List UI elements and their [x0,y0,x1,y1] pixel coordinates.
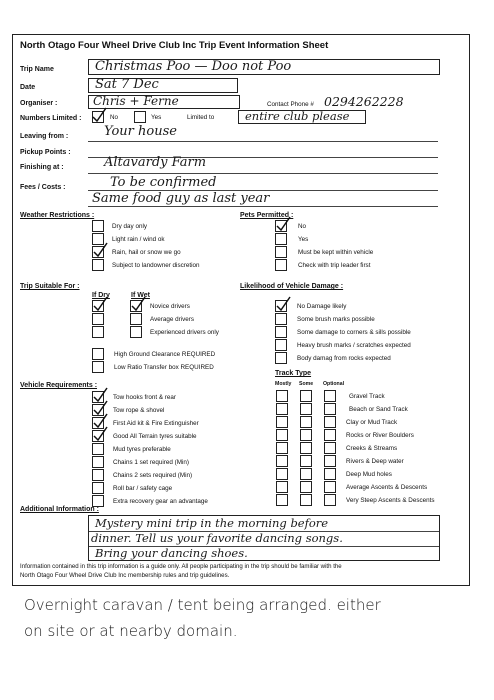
check-mark-icon [131,297,145,313]
numbers-limited-no-label: No [110,114,119,121]
track-steep-label: Very Steep Ascents & Descents [346,497,435,504]
track-gravel-optional[interactable] [324,390,336,402]
suitable-wet-col: If Wet [131,292,150,299]
limited-to-value: entire club please [245,109,350,123]
pets-leader-label: Check with trip leader first [298,262,371,269]
contact-phone-value: 0294262228 [324,94,404,109]
vehicle-chains2-label: Chains 2 sets required (Min) [113,472,193,479]
weather-light-rain-label: Light rain / wind ok [112,236,165,243]
track-beach-label: Beach or Sand Track [349,406,408,413]
form-title: North Otago Four Wheel Drive Club Inc Trip Event Information Sheet [20,40,329,51]
additional-line3: Bring your dancing shoes. [95,546,248,560]
additional-line2: dinner. Tell us your favorite dancing songs. [91,531,343,545]
track-gravel-label: Gravel Track [349,393,385,400]
damage-body-label: Body damag from rocks expected [297,355,391,362]
additional-line1: Mystery mini trip in the morning before [95,516,329,530]
track-steep-mostly[interactable] [276,494,288,506]
track-some-col: Some [299,381,314,387]
footer-line1: Information contained in this trip information is a guide only. All people participating in the trip should be familiar with the [20,563,342,570]
track-steep-optional[interactable] [324,494,336,506]
trip-name-field[interactable] [88,59,440,75]
track-mudholes-mostly[interactable] [276,468,288,480]
suitable-clearance-checkbox[interactable] [92,348,104,360]
vehicle-towrope-label: Tow rope & shovel [113,407,165,414]
vehicle-tyres-checkbox[interactable] [92,430,104,442]
additional-heading: Additional Information : [20,506,99,513]
check-mark-icon [92,108,106,124]
fees-label: Fees / Costs : [20,184,66,191]
weather-landowner-label: Subject to landowner discretion [112,262,200,269]
pickup-points-label: Pickup Points : [20,149,71,156]
suitable-heading: Trip Suitable For : [20,283,80,290]
trip-name-value: Christmas Poo — Doo not Poo [95,59,292,74]
vehicle-chains2-checkbox[interactable] [92,469,104,481]
leaving-from-value: Your house [104,124,177,139]
suitable-average-wet-checkbox[interactable] [130,313,142,325]
check-mark-icon [93,427,107,443]
damage-heavy-label: Heavy brush marks / scratches expected [297,342,411,349]
vehicle-firstaid-label: First Aid kit & Fire Extinguisher [113,420,199,427]
track-beach-optional[interactable] [324,403,336,415]
suitable-average-label: Average drivers [150,316,194,323]
track-rocks-mostly[interactable] [276,429,288,441]
organiser-field[interactable] [88,95,240,109]
track-creeks-some[interactable] [300,442,312,454]
pets-vehicle-label: Must be kept within vehicle [298,249,374,256]
vehicle-rollbar-checkbox[interactable] [92,482,104,494]
finishing-at-value: Altavardy Farm [104,155,207,170]
numbers-limited-yes-checkbox[interactable] [134,111,146,123]
track-average-mostly[interactable] [276,481,288,493]
pets-yes-label: Yes [298,236,309,243]
pets-no-label: No [298,223,307,230]
finishing-at-line[interactable] [88,173,438,174]
numbers-limited-yes-label: Yes [151,114,162,121]
vehicle-mudtyres-checkbox[interactable] [92,443,104,455]
damage-heading: Likelihood of Vehicle Damage : [240,283,344,290]
track-average-label: Average Ascents & Descents [346,484,428,491]
finishing-at-label: Finishing at : [20,164,64,171]
vehicle-towhooks-label: Tow hooks front & rear [113,394,176,401]
suitable-novice-dry-checkbox[interactable] [92,300,104,312]
track-creeks-label: Creeks & Streams [346,445,398,452]
vehicle-tyres-label: Good All Terrain tyres suitable [113,433,197,440]
footer-line2: North Otago Four Wheel Drive Club Inc membership rules and trip guidelines. [20,572,230,579]
pets-heading: Pets Permitted : [240,212,294,219]
damage-corners-label: Some damage to corners & sills possible [297,329,411,336]
weather-rain-checkbox[interactable] [92,246,104,258]
date-value: Sat 7 Dec [95,77,159,92]
pets-yes-checkbox[interactable] [275,233,287,245]
vehicle-rollbar-label: Roll bar / safety cage [113,485,173,492]
numbers-limited-label: Numbers Limited : [20,115,82,122]
check-mark-icon [276,297,290,313]
trip-name-label: Trip Name [20,66,54,73]
limited-to-field[interactable] [238,110,366,124]
track-beach-mostly[interactable] [276,403,288,415]
track-rocks-some[interactable] [300,429,312,441]
vehicle-recovery-label: Extra recovery gear an advantage [113,498,208,505]
additional-info-box[interactable] [88,515,440,561]
suitable-lowratio-checkbox[interactable] [92,361,104,373]
track-heading: Track Type [275,370,312,377]
suitable-clearance-label: High Ground Clearance REQUIRED [114,351,216,358]
suitable-novice-label: Novice drivers [150,303,190,310]
suitable-lowratio-label: Low Ratio Transfer box REQUIRED [114,364,214,371]
vehicle-chains1-label: Chains 1 set required (Min) [113,459,189,466]
weather-dry-checkbox[interactable] [92,220,104,232]
limited-to-label: Limited to [187,114,215,121]
handwritten-note-line2: on site or at nearby domain. [24,622,238,640]
suitable-dry-col: If Dry [92,292,110,299]
leaving-from-line[interactable] [88,141,438,142]
damage-brush-label: Some brush marks possible [297,316,375,323]
track-steep-some[interactable] [300,494,312,506]
track-mudholes-some[interactable] [300,468,312,480]
track-clay-optional[interactable] [324,416,336,428]
organiser-label: Organiser : [20,100,58,107]
weather-rain-label: Rain, hail or snow we go [112,249,181,256]
handwritten-note-line1: Overnight caravan / tent being arranged. either [24,596,381,614]
weather-heading: Weather Restrictions : [20,212,95,219]
track-clay-label: Clay or Mud Track [346,419,398,426]
suitable-experienced-label: Experienced drivers only [150,329,219,336]
date-label: Date [20,84,36,91]
track-rivers-some[interactable] [300,455,312,467]
contact-phone-label: Contact Phone # [267,101,314,108]
organiser-value: Chris + Ferne [93,94,179,108]
suitable-average-dry-checkbox[interactable] [92,313,104,325]
track-rivers-optional[interactable] [324,455,336,467]
track-mudholes-optional[interactable] [324,468,336,480]
track-creeks-optional[interactable] [324,442,336,454]
weather-landowner-checkbox[interactable] [92,259,104,271]
damage-corners-checkbox[interactable] [275,326,287,338]
vehicle-mudtyres-label: Mud tyres preferable [113,446,171,453]
vehicle-chains1-checkbox[interactable] [92,456,104,468]
track-average-some[interactable] [300,481,312,493]
track-rocks-optional[interactable] [324,429,336,441]
check-mark-icon [276,217,290,233]
track-mudholes-label: Deep Mud holes [346,471,392,478]
damage-none-label: No Damage likely [297,303,347,310]
fees-value-line1: To be confirmed [110,175,217,190]
track-gravel-mostly[interactable] [276,390,288,402]
damage-brush-checkbox[interactable] [275,313,287,325]
check-mark-icon [93,297,107,313]
date-field[interactable] [88,78,238,93]
track-mostly-col: Mostly [275,381,292,387]
check-mark-icon [93,243,107,259]
track-rivers-label: Rivers & Deep water [346,458,404,465]
damage-body-checkbox[interactable] [275,352,287,364]
pets-leader-checkbox[interactable] [275,259,287,271]
suitable-experienced-dry-checkbox[interactable] [92,326,104,338]
damage-none-checkbox[interactable] [275,300,287,312]
track-clay-mostly[interactable] [276,416,288,428]
weather-dry-label: Dry day only [112,223,147,230]
pets-no-checkbox[interactable] [275,220,287,232]
track-average-optional[interactable] [324,481,336,493]
track-creeks-mostly[interactable] [276,442,288,454]
numbers-limited-no-checkbox[interactable] [92,111,104,123]
fees-value-line2: Same food guy as last year [92,191,270,206]
track-rocks-label: Rocks or River Boulders [346,432,414,439]
vehicle-heading: Vehicle Requirements : [20,382,98,389]
track-optional-col: Optional [323,381,345,387]
fees-line2[interactable] [88,206,438,207]
track-clay-some[interactable] [300,416,312,428]
track-gravel-some[interactable] [300,390,312,402]
damage-heavy-checkbox[interactable] [275,339,287,351]
suitable-novice-wet-checkbox[interactable] [130,300,142,312]
leaving-from-label: Leaving from : [20,133,69,140]
pets-vehicle-checkbox[interactable] [275,246,287,258]
suitable-experienced-wet-checkbox[interactable] [130,326,142,338]
track-rivers-mostly[interactable] [276,455,288,467]
track-beach-some[interactable] [300,403,312,415]
